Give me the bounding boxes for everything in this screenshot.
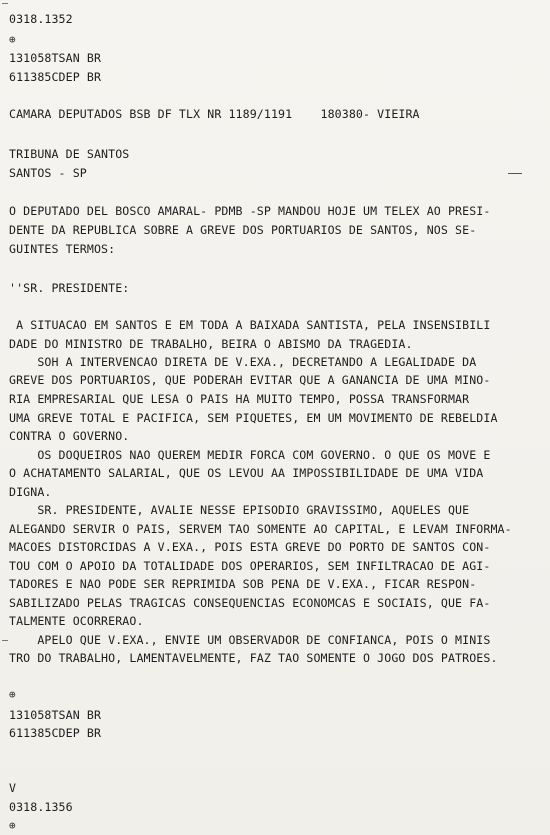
body-line: TOU COM O APOIO DA TOTALIDADE DOS OPERARIOS, SEM INFILTRACAO DE AGI- — [9, 559, 491, 573]
telex-circle-symbol-icon: ⊕ — [9, 33, 16, 46]
body-line: DADE DO MINISTRO DE TRABALHO, BEIRA O ABISMO DA TRAGEDIA. — [9, 337, 413, 351]
body-line: TRO DO TRABALHO, LAMENTAVELMENTE, FAZ TAO SOMENTE O JOGO DOS PATROES. — [9, 651, 498, 665]
body-line: UMA GREVE TOTAL E PACIFICA, SEM PIQUETES, EM UM MOVIMENTO DE REBELDIA — [9, 411, 498, 425]
answerback-line: 611385CDEP BR — [9, 70, 102, 84]
body-line: TALMENTE OCORRERAO. — [9, 614, 144, 628]
body-line: CONTRA O GOVERNO. — [9, 429, 130, 443]
intro-line: DENTE DA REPUBLICA SOBRE A GREVE DOS PORTUARIOS DE SANTOS, NOS SE- — [9, 223, 477, 237]
margin-mark — [2, 3, 8, 4]
body-line: O ACHATAMENTO SALARIAL, QUE OS LEVOU AA IMPOSSIBILIDADE DE UMA VIDA — [9, 466, 484, 480]
telex-circle-symbol-icon: ⊕ — [9, 819, 16, 832]
v-mark: V — [9, 781, 17, 795]
message-code-bottom: 0318.1356 — [9, 800, 73, 814]
body-line: GREVE DOS PORTUARIOS, QUE PODERAH EVITAR QUE A GANANCIA DE UMA MINO- — [9, 373, 491, 387]
body-line: A SITUACAO EM SANTOS E EM TODA A BAIXADA SANTISTA, PELA INSENSIBILI — [9, 318, 491, 332]
body-line: SABILIZADO PELAS TRAGICAS CONSEQUENCIAS ECONOMCAS E SOCIAIS, QUE FA- — [9, 596, 491, 610]
origin-line: CAMARA DEPUTADOS BSB DF TLX NR 1189/1191 180380- VIEIRA — [9, 107, 420, 121]
answerback-line: 131058TSAN BR — [9, 51, 102, 65]
body-line: SOH A INTERVENCAO DIRETA DE V.EXA., DECRETANDO A LEGALIDADE DA — [9, 355, 477, 369]
body-line: ALEGANDO SERVIR O PAIS, SERVEM TAO SOMENTE AO CAPITAL, E LEVAM INFORMA- — [9, 522, 512, 536]
recipient-line: TRIBUNA DE SANTOS — [9, 147, 130, 161]
body-line: TADORES E NAO PODE SER REPRIMIDA SOB PENA DE V.EXA., FICAR RESPON- — [9, 577, 477, 591]
answerback-line: 611385CDEP BR — [9, 726, 102, 740]
margin-mark — [2, 640, 8, 641]
body-line: OS DOQUEIROS NAO QUEREM MEDIR FORCA COM GOVERNO. O QUE OS MOVE E — [9, 448, 491, 462]
intro-line: GUINTES TERMOS: — [9, 242, 116, 256]
margin-dash — [508, 173, 522, 174]
telex-circle-symbol-icon: ⊕ — [9, 688, 16, 701]
intro-line: O DEPUTADO DEL BOSCO AMARAL- PDMB -SP MANDOU HOJE UM TELEX AO PRESI- — [9, 204, 491, 218]
recipient-line: SANTOS - SP — [9, 166, 87, 180]
salutation: ''SR. PRESIDENTE: — [9, 281, 130, 295]
message-code-top: 0318.1352 — [9, 12, 73, 26]
body-line: DIGNA. — [9, 485, 52, 499]
body-line: SR. PRESIDENTE, AVALIE NESSE EPISODIO GRAVISSIMO, AQUELES QUE — [9, 503, 470, 517]
body-line: APELO QUE V.EXA., ENVIE UM OBSERVADOR DE CONFIANCA, POIS O MINIS — [9, 633, 491, 647]
answerback-line: 131058TSAN BR — [9, 708, 102, 722]
body-line: MACOES DISTORCIDAS A V.EXA., POIS ESTA GREVE DO PORTO DE SANTOS CON- — [9, 540, 491, 554]
body-line: RIA EMPRESARIAL QUE LESA O PAIS HA MUITO TEMPO, POSSA TRANSFORMAR — [9, 392, 470, 406]
